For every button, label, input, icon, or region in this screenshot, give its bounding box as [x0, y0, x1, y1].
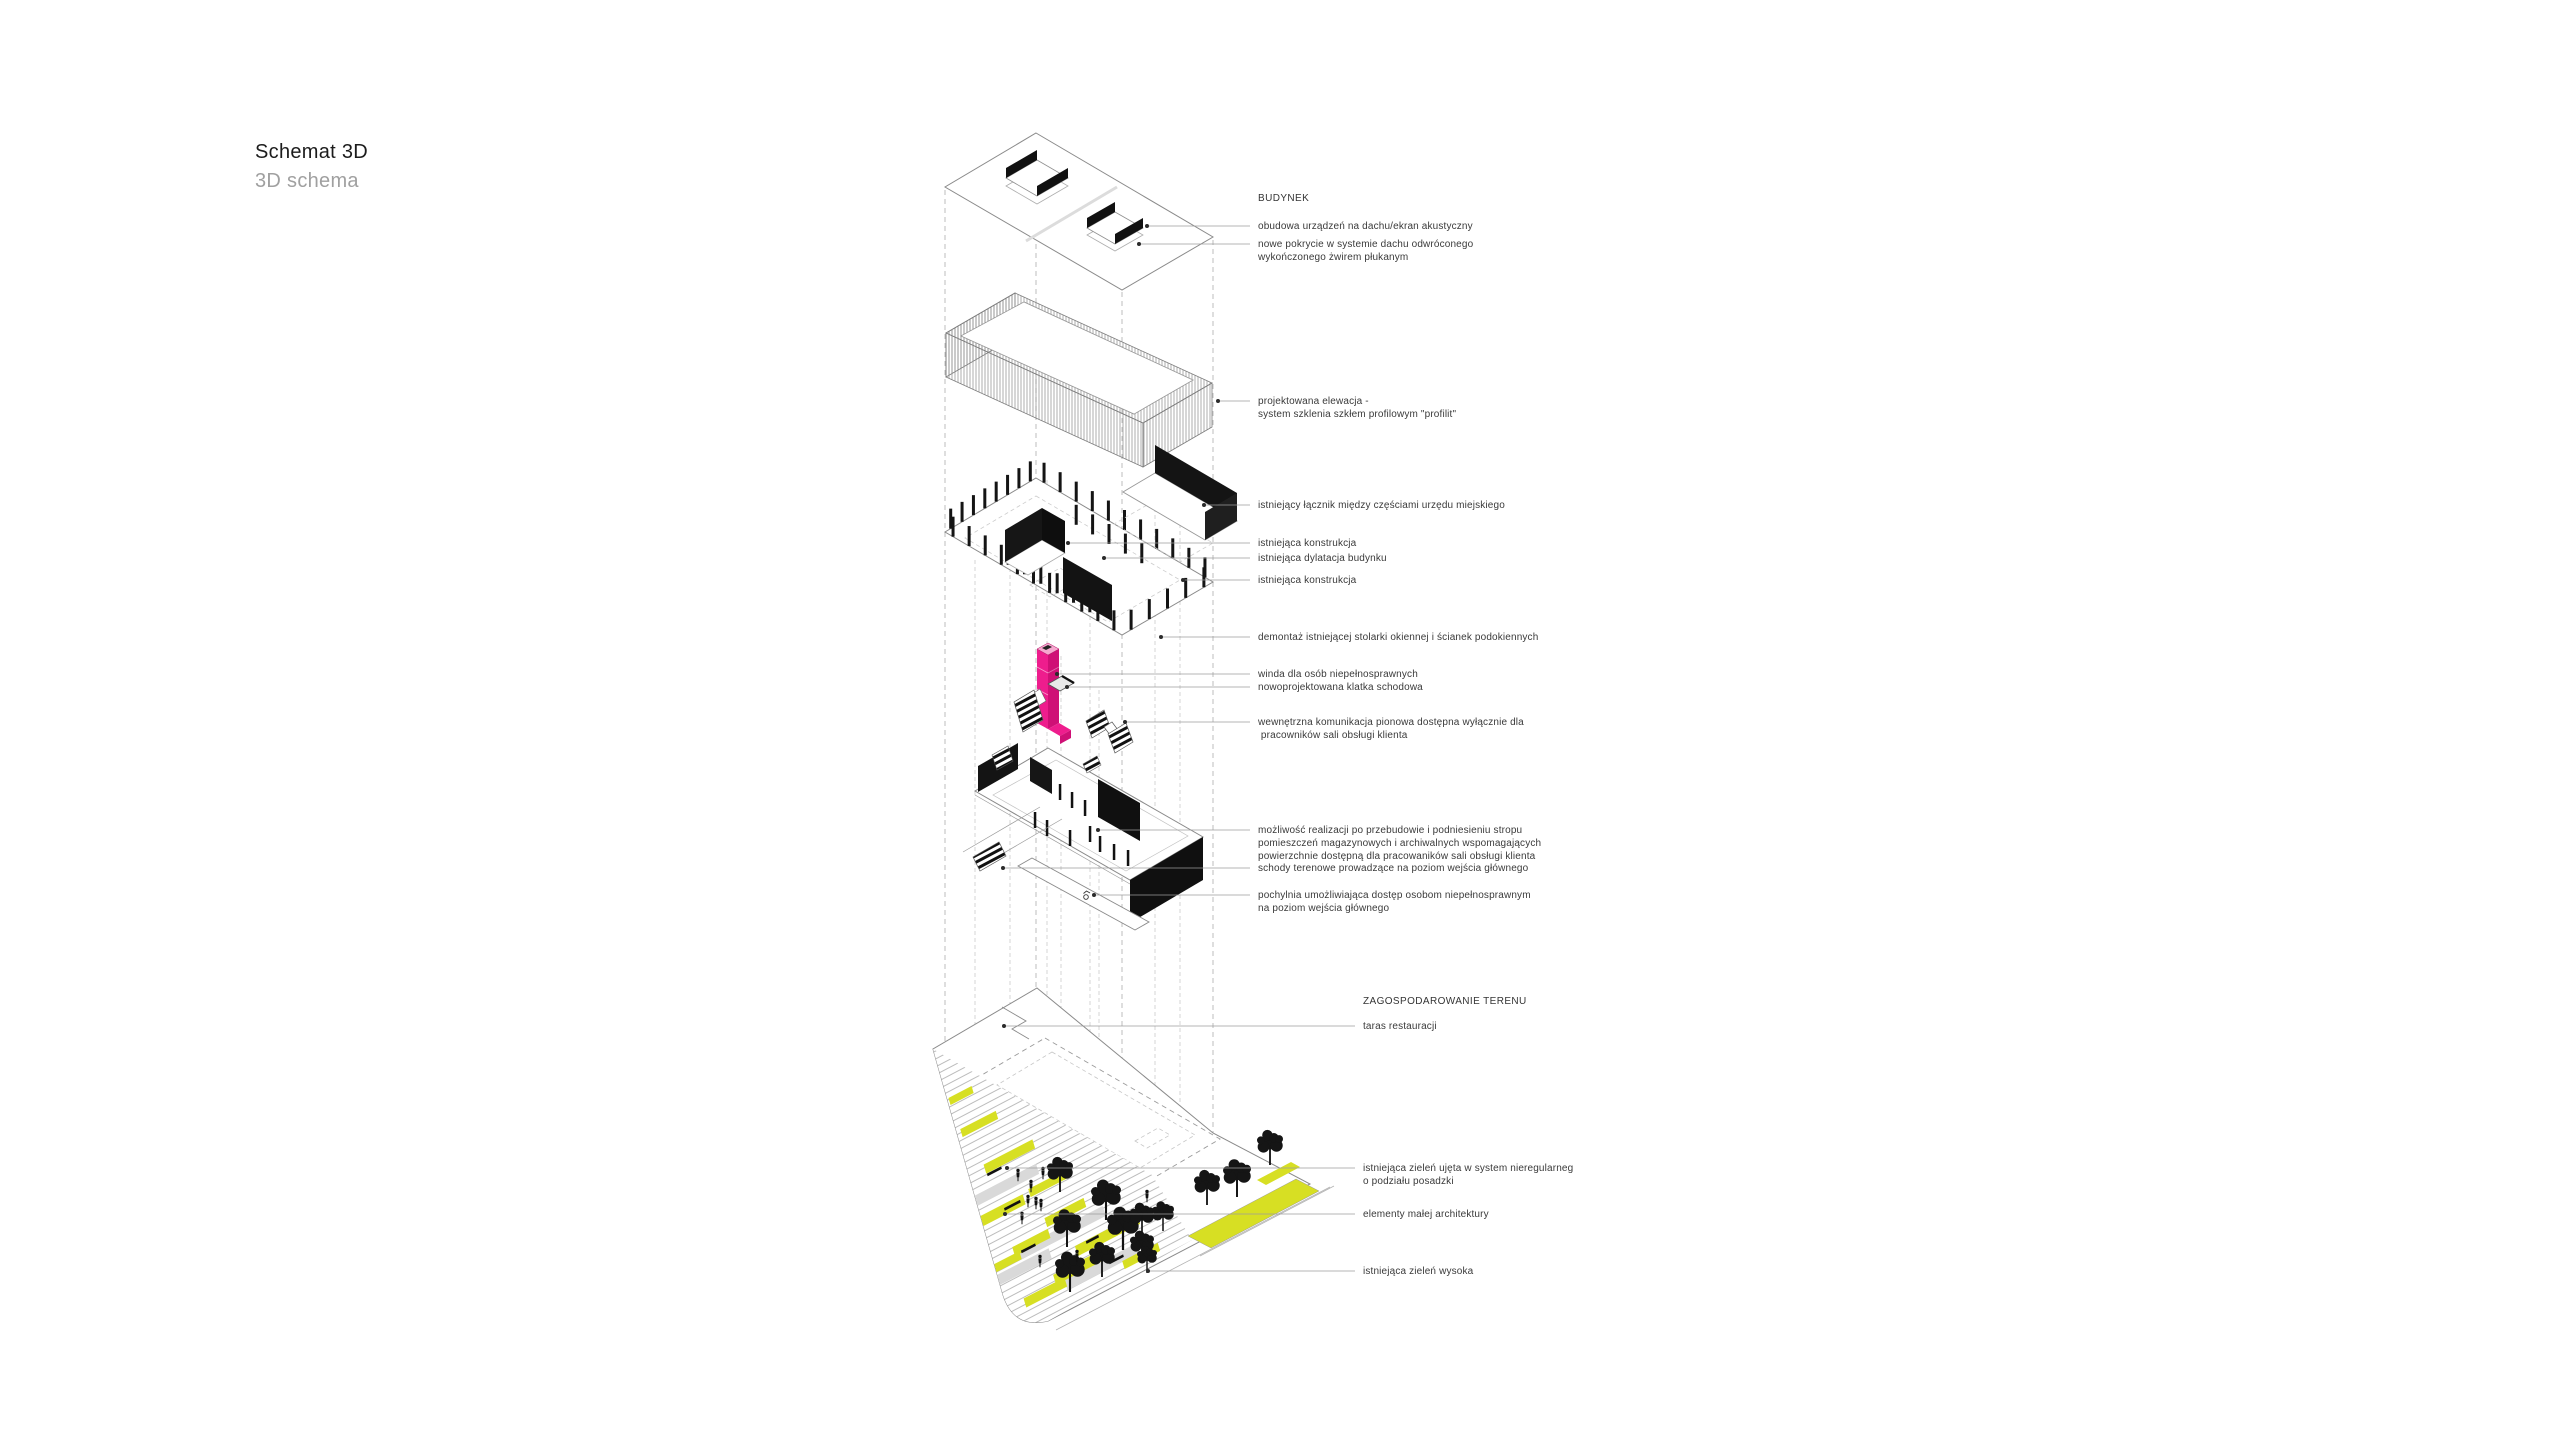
structure-floor — [945, 445, 1237, 635]
anchor-dot — [1002, 1024, 1006, 1028]
anchor-dot — [1005, 1166, 1009, 1170]
roof-plane — [945, 133, 1213, 290]
annotation-label: obudowa urządzeń na dachu/ekran akustyczny — [1258, 221, 1473, 232]
anchor-dot — [1055, 672, 1059, 676]
anchor-dot — [1092, 893, 1096, 897]
annotation-label: możliwość realizacji po przebudowie i podniesieniu stropu pomieszczeń magazynowych i archiwalnych wspomagających powierzchnie dostępną dla pracowaników sali obsługi klienta — [1258, 825, 1542, 862]
annotation-label: schody terenowe prowadzące na poziom wejścia głównego — [1258, 863, 1529, 874]
new-staircase-east — [1086, 710, 1133, 753]
anchor-dot — [1003, 1212, 1007, 1216]
anchor-dot — [1145, 224, 1149, 228]
anchor-dot — [1202, 503, 1206, 507]
page-subtitle: 3D schema — [255, 170, 359, 192]
anchor-dot — [1159, 635, 1163, 639]
site-plane — [920, 988, 1334, 1340]
page-title: Schemat 3D — [255, 141, 369, 163]
annotation-label: istniejąca zieleń wysoka — [1363, 1266, 1474, 1277]
anchor-dot — [1181, 578, 1185, 582]
annotation-label: wewnętrzna komunikacja pionowa dostępna wyłącznie dla pracowników sali obsługi klienta — [1258, 717, 1524, 741]
annotation-label: istniejąca zieleń ujęta w system nieregularneg o podziału posadzki — [1363, 1163, 1574, 1187]
glazing-facade-band — [946, 293, 1212, 467]
anchor-dot — [1216, 399, 1220, 403]
annotation-label: winda dla osób niepełnosprawnych — [1258, 669, 1418, 680]
annotation-label: pochylnia umożliwiająca dostęp osobom niepełnosprawnym na poziom wejścia głównego — [1258, 890, 1531, 914]
annotation-label: demontaż istniejącej stolarki okiennej i ścianek podokiennych — [1258, 632, 1539, 643]
section-header: BUDYNEK — [1258, 193, 1310, 204]
annotation-label: nowe pokrycie w systemie dachu odwróconego wykończonego żwirem płukanym — [1258, 239, 1474, 263]
annotation-label: istniejąca konstrukcja — [1258, 538, 1357, 549]
annotation-label: projektowana elewacja - system szklenia szkłem profilowym "profilit" — [1258, 396, 1457, 420]
annotation-label: istniejący łącznik między częściami urzędu miejskiego — [1258, 500, 1505, 511]
annotation-label: nowoprojektowana klatka schodowa — [1258, 682, 1423, 693]
annotation-label: taras restauracji — [1363, 1021, 1437, 1032]
anchor-dot — [1066, 541, 1070, 545]
anchor-dot — [1123, 720, 1127, 724]
anchor-dot — [1001, 866, 1005, 870]
anchor-dot — [1096, 828, 1100, 832]
elevator-core — [1014, 643, 1133, 753]
annotation-label: istniejąca konstrukcja — [1258, 575, 1357, 586]
annotation-label: elementy małej architektury — [1363, 1209, 1489, 1220]
service-floor — [963, 743, 1203, 930]
anchor-dot — [1137, 242, 1141, 246]
anchor-dot — [1065, 685, 1069, 689]
section-header: ZAGOSPODAROWANIE TERENU — [1363, 996, 1527, 1007]
annotation-label: istniejąca dylatacja budynku — [1258, 553, 1387, 564]
anchor-dot — [1102, 556, 1106, 560]
anchor-dot — [1146, 1269, 1150, 1273]
